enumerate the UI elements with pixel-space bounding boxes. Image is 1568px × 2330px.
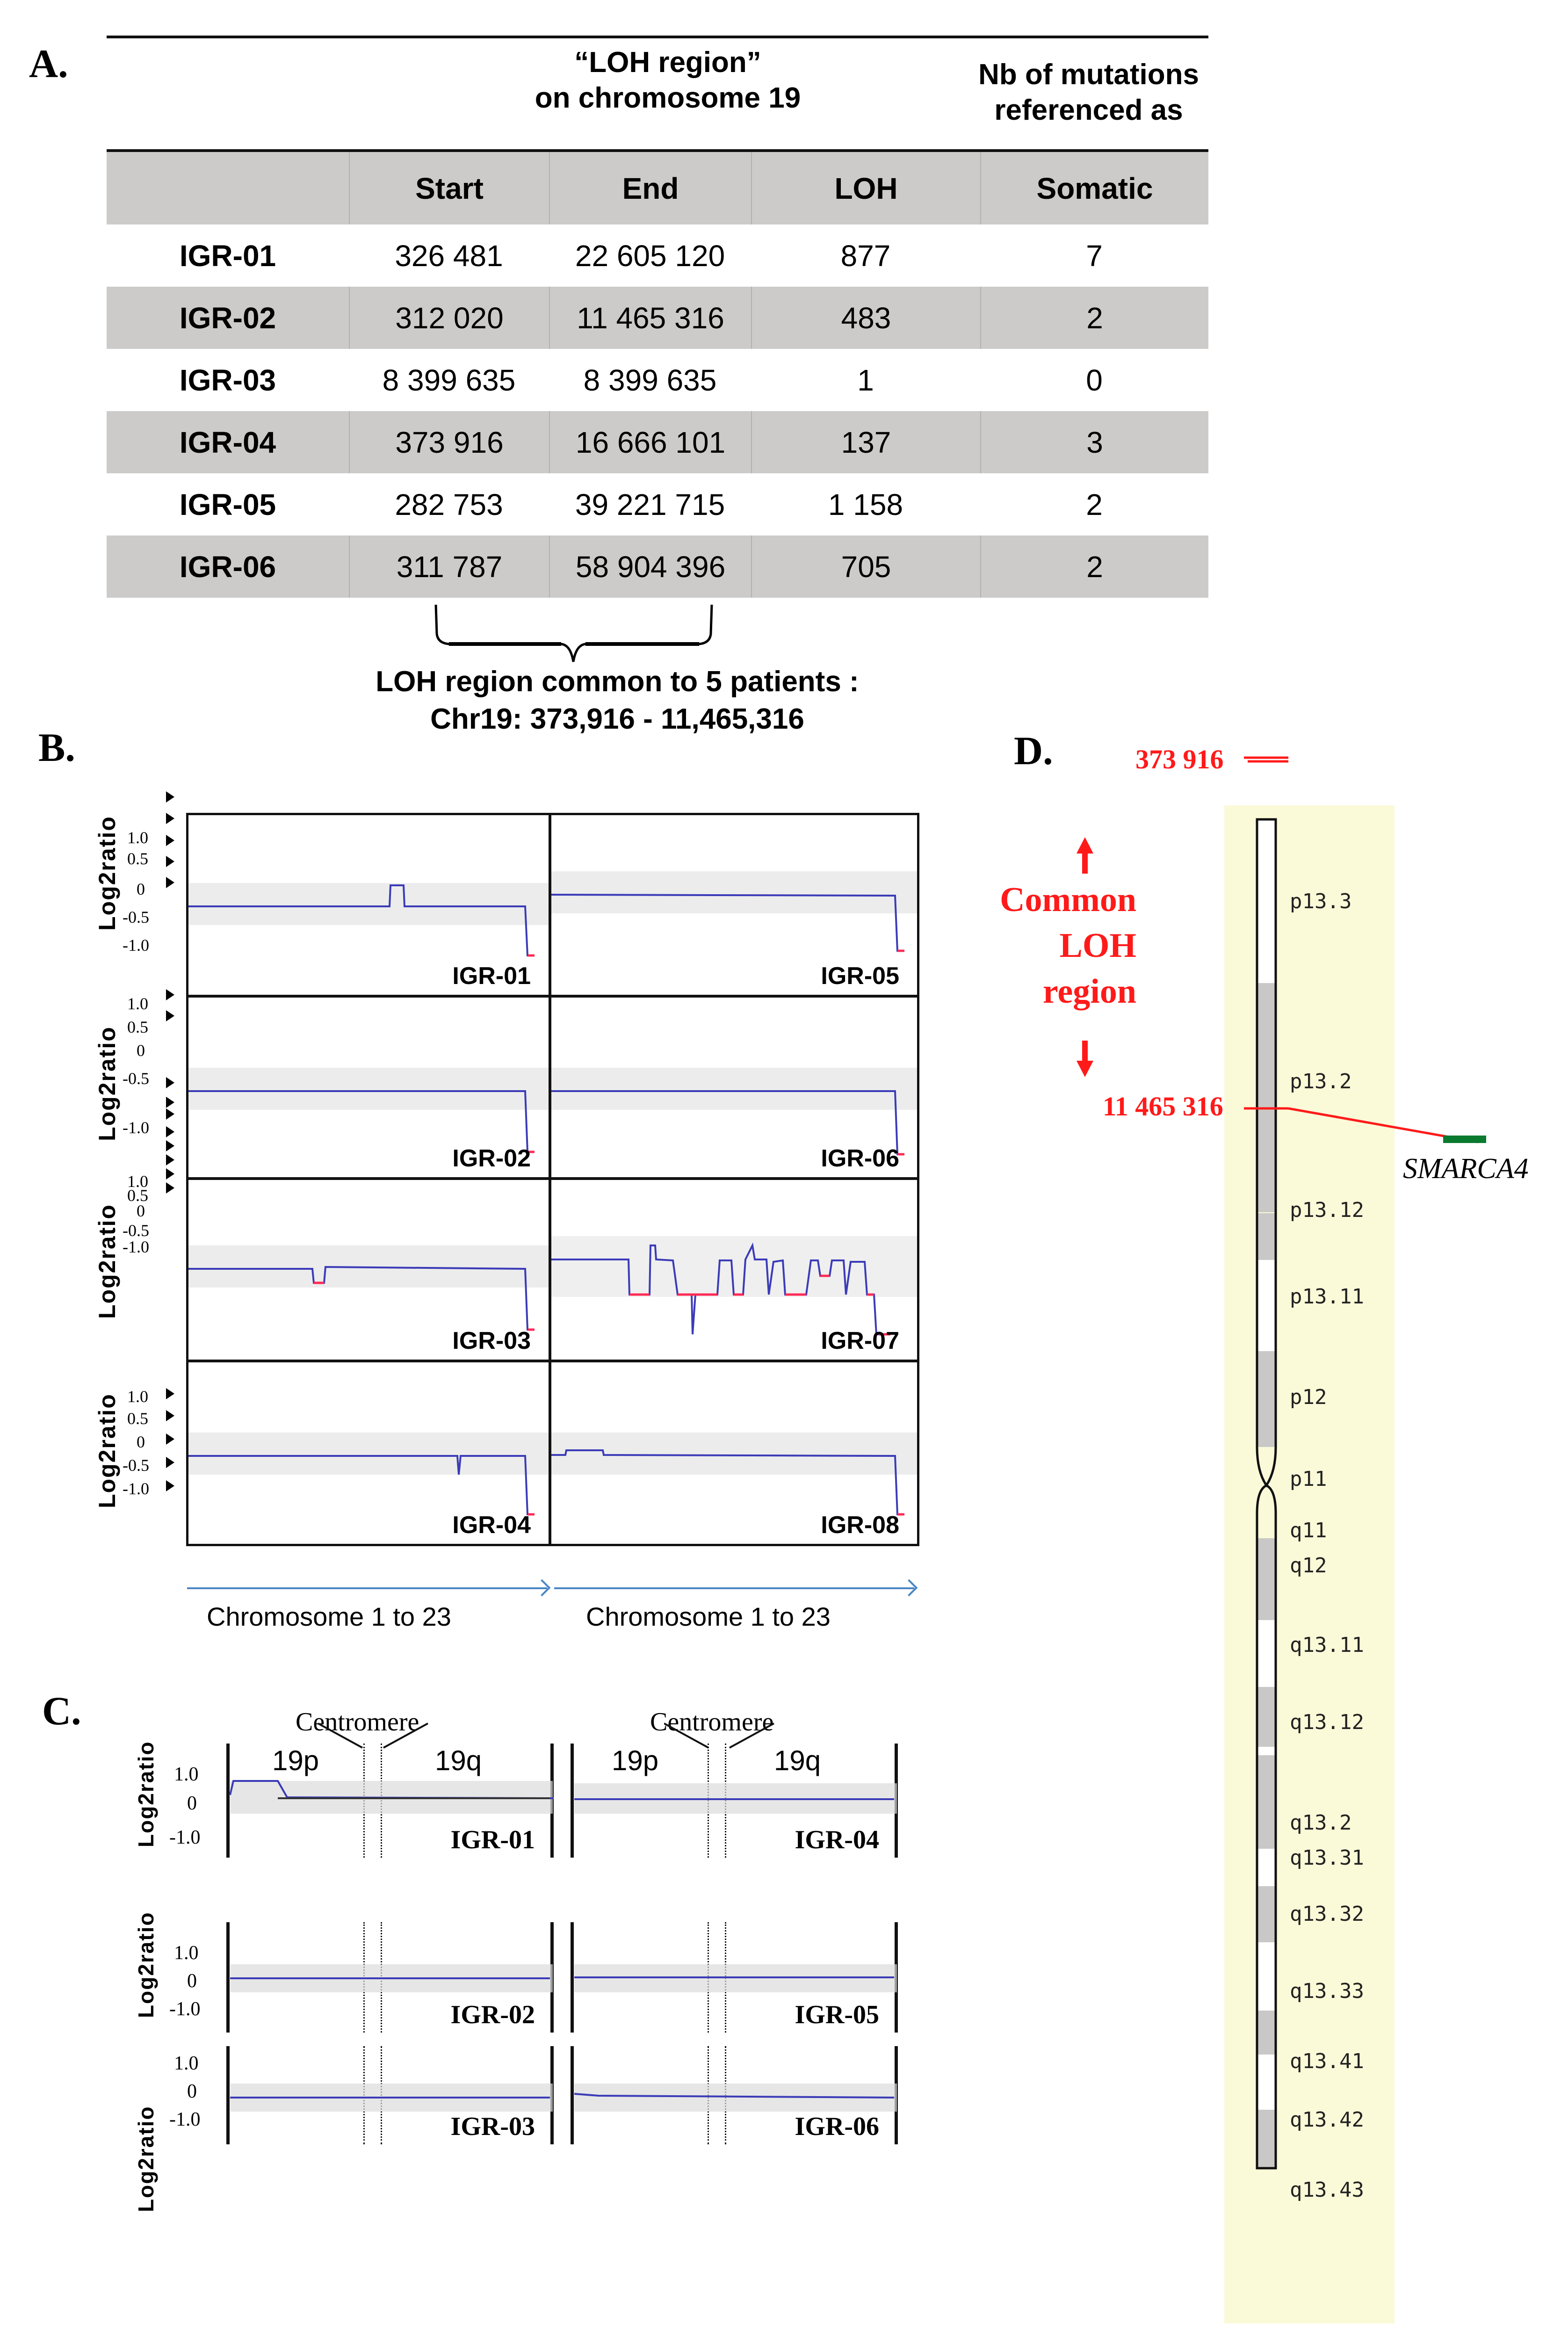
table-row bbox=[107, 473, 1208, 535]
table-row bbox=[107, 287, 1208, 349]
band-label: p13.12 bbox=[1290, 1198, 1364, 1222]
row-id: IGR-04 bbox=[179, 425, 276, 459]
sample-label: IGR-07 bbox=[821, 1327, 899, 1354]
band-label: q13.12 bbox=[1290, 1710, 1364, 1734]
band-label: q13.11 bbox=[1290, 1633, 1364, 1657]
x-axis-arrow-left bbox=[187, 1587, 547, 1589]
cell-loh: 1 158 bbox=[828, 487, 903, 521]
centromere-label: Centromere bbox=[650, 1708, 774, 1737]
tick-arrow-icon bbox=[166, 856, 174, 867]
ytick: 1.0 bbox=[127, 1172, 148, 1191]
region-line1: Common bbox=[1000, 881, 1136, 919]
tick-arrow-icon bbox=[166, 1108, 174, 1120]
row-id: IGR-01 bbox=[179, 239, 276, 273]
cell-loh: 877 bbox=[840, 239, 891, 273]
tick-arrow-icon bbox=[166, 1154, 174, 1165]
cell-start: 282 753 bbox=[395, 487, 503, 521]
gene-marker-icon bbox=[1443, 1136, 1486, 1143]
region-line2: LOH bbox=[1059, 926, 1136, 965]
ytick: -1.0 bbox=[123, 936, 149, 955]
plot-igr-03 bbox=[186, 1178, 551, 1362]
ytick: 1.0 bbox=[127, 1387, 148, 1406]
band-label: q13.2 bbox=[1290, 1811, 1352, 1835]
band-label: q12 bbox=[1290, 1554, 1327, 1577]
row-id: IGR-03 bbox=[179, 363, 276, 397]
header-mut-line1: Nb of mutations bbox=[978, 58, 1199, 91]
ytick: 1.0 bbox=[174, 1942, 199, 1964]
loh-start-marker-label: 373 916 bbox=[1135, 744, 1224, 774]
sample-label: IGR-08 bbox=[821, 1512, 899, 1539]
sample-label: IGR-01 bbox=[452, 962, 531, 990]
tick-arrow-icon bbox=[166, 1182, 174, 1194]
plot-igr-02 bbox=[186, 995, 551, 1179]
cell-end: 11 465 316 bbox=[549, 287, 751, 349]
tick-arrow-icon bbox=[166, 877, 174, 888]
tick-arrow-icon bbox=[166, 1480, 174, 1491]
region-line3: region bbox=[1042, 972, 1136, 1011]
cell-start: 8 399 635 bbox=[382, 363, 516, 397]
cell-somatic: 0 bbox=[1086, 363, 1103, 397]
arm-label-19q: 19q bbox=[774, 1745, 821, 1776]
sample-label: IGR-05 bbox=[795, 2000, 879, 2029]
ytick: 0 bbox=[137, 880, 145, 898]
y-axis-label: Log2ratio bbox=[94, 1026, 120, 1141]
ytick: 0.5 bbox=[127, 1409, 148, 1428]
sample-label: IGR-06 bbox=[821, 1145, 899, 1172]
sample-label: IGR-04 bbox=[795, 1825, 879, 1854]
panel-label-c: C. bbox=[42, 1688, 81, 1733]
ytick: 1.0 bbox=[127, 828, 148, 847]
sample-label: IGR-01 bbox=[450, 1825, 535, 1854]
cell-end: 22 605 120 bbox=[575, 239, 725, 273]
arm-label-19p: 19p bbox=[612, 1745, 659, 1776]
table-row bbox=[107, 349, 1208, 411]
cell-somatic: 2 bbox=[980, 287, 1208, 349]
tick-arrow-icon bbox=[166, 791, 174, 803]
ytick: 0.5 bbox=[127, 849, 148, 868]
ytick: 1.0 bbox=[127, 994, 148, 1013]
panel-label-d: D. bbox=[1014, 728, 1053, 773]
ytick: 0 bbox=[137, 1433, 145, 1451]
note-line1: LOH region common to 5 patients : bbox=[376, 666, 859, 698]
ytick: 1.0 bbox=[174, 2053, 199, 2074]
plot-igr-01 bbox=[186, 813, 551, 997]
row-id: IGR-06 bbox=[179, 550, 276, 584]
band-label: q13.41 bbox=[1290, 2049, 1364, 2073]
header-mut-line2: referenced as bbox=[994, 94, 1183, 126]
arrow-up-icon bbox=[1076, 837, 1094, 875]
column-header-end: End bbox=[549, 152, 751, 224]
table-top-rule bbox=[107, 36, 1208, 38]
sample-label: IGR-03 bbox=[450, 2112, 535, 2141]
tick-arrow-icon bbox=[166, 1410, 174, 1421]
tick-arrow-icon bbox=[166, 989, 174, 1000]
cell-start: 311 787 bbox=[349, 535, 549, 598]
cell-start: 312 020 bbox=[349, 287, 549, 349]
tick-arrow-icon bbox=[166, 1140, 174, 1151]
loh-end-marker-label: 11 465 316 bbox=[1103, 1091, 1223, 1122]
table-row bbox=[107, 535, 1208, 598]
y-axis-label: Log2ratio bbox=[94, 816, 120, 931]
x-axis-label-left: Chromosome 1 to 23 bbox=[207, 1602, 451, 1631]
ytick: -1.0 bbox=[169, 1998, 201, 2020]
chr19-plot-igr-06 bbox=[571, 2046, 898, 2144]
loh-start-marker-line bbox=[1244, 753, 1291, 767]
band-label: q13.43 bbox=[1290, 2178, 1364, 2202]
table-row bbox=[107, 411, 1208, 473]
ytick: -0.5 bbox=[123, 1221, 149, 1240]
cell-loh: 137 bbox=[751, 411, 980, 473]
panel-label-b: B. bbox=[38, 725, 75, 770]
table-header-row bbox=[107, 152, 1208, 224]
band-label: p12 bbox=[1290, 1385, 1327, 1409]
cell-somatic: 3 bbox=[980, 411, 1208, 473]
band-label: p13.2 bbox=[1290, 1070, 1352, 1093]
plot-igr-07 bbox=[549, 1178, 919, 1362]
plot-igr-06 bbox=[549, 995, 919, 1179]
band-label: q13.42 bbox=[1290, 2108, 1364, 2132]
curly-brace-icon bbox=[430, 601, 720, 666]
ytick: -1.0 bbox=[169, 1827, 201, 1848]
cell-loh: 483 bbox=[751, 287, 980, 349]
header-loh-line2: on chromosome 19 bbox=[535, 82, 801, 114]
row-id: IGR-02 bbox=[179, 301, 276, 335]
tick-arrow-icon bbox=[166, 1077, 174, 1088]
cell-start: 373 916 bbox=[349, 411, 549, 473]
ytick: 1.0 bbox=[174, 1764, 199, 1785]
cell-somatic: 2 bbox=[1086, 487, 1103, 521]
cell-loh: 705 bbox=[751, 535, 980, 598]
tick-arrow-icon bbox=[166, 835, 174, 846]
tick-arrow-icon bbox=[166, 1433, 174, 1445]
common-loh-note bbox=[262, 663, 973, 738]
ytick: 0.5 bbox=[127, 1186, 148, 1205]
tick-arrow-icon bbox=[166, 1097, 174, 1108]
sample-label: IGR-02 bbox=[452, 1145, 531, 1172]
column-header-somatic: Somatic bbox=[980, 152, 1208, 224]
ytick: -1.0 bbox=[123, 1237, 149, 1256]
cell-end: 16 666 101 bbox=[549, 411, 751, 473]
tick-arrow-icon bbox=[166, 1388, 174, 1399]
common-loh-region-label bbox=[959, 877, 1136, 1014]
arm-label-19q: 19q bbox=[435, 1745, 482, 1776]
x-axis-arrow-right bbox=[554, 1587, 914, 1589]
tick-arrow-icon bbox=[166, 1457, 174, 1468]
plot-igr-04 bbox=[186, 1360, 551, 1546]
header-loh-line1: “LOH region” bbox=[574, 46, 761, 79]
chr19-plot-igr-03 bbox=[226, 2046, 554, 2144]
band-label: q13.32 bbox=[1290, 1902, 1364, 1926]
arrow-down-icon bbox=[1076, 1041, 1094, 1078]
chromosome-19-idiogram bbox=[1224, 805, 1395, 2323]
band-label: p13.3 bbox=[1290, 890, 1352, 913]
column-header-sample bbox=[107, 152, 349, 224]
band-label: p11 bbox=[1290, 1467, 1327, 1491]
plot-igr-05 bbox=[549, 813, 919, 997]
y-axis-label: Log2ratio bbox=[94, 1204, 120, 1319]
header-mutations bbox=[864, 57, 1313, 128]
ytick: -1.0 bbox=[169, 2109, 201, 2130]
ytick: 0 bbox=[137, 1041, 145, 1060]
sample-label: IGR-05 bbox=[821, 962, 899, 990]
ytick: -1.0 bbox=[123, 1479, 149, 1498]
chr19-plot-igr-01 bbox=[226, 1744, 554, 1858]
header-loh-region bbox=[443, 45, 892, 116]
sample-label: IGR-02 bbox=[450, 2000, 535, 2029]
band-label: q13.33 bbox=[1290, 1979, 1364, 2003]
band-label: p13.11 bbox=[1290, 1285, 1364, 1309]
sample-label: IGR-04 bbox=[452, 1512, 531, 1539]
cell-somatic: 7 bbox=[1086, 239, 1103, 273]
arm-label-19p: 19p bbox=[272, 1745, 319, 1776]
cell-loh: 1 bbox=[857, 363, 874, 397]
tick-arrow-icon bbox=[166, 813, 174, 824]
chromosome-outline bbox=[1252, 817, 1280, 2173]
column-header-loh: LOH bbox=[751, 152, 980, 224]
tick-arrow-icon bbox=[166, 1168, 174, 1179]
y-axis-label: Log2ratio bbox=[134, 1741, 158, 1847]
sample-label: IGR-03 bbox=[452, 1327, 531, 1354]
cell-end: 8 399 635 bbox=[583, 363, 717, 397]
ytick: -0.5 bbox=[123, 908, 149, 926]
note-line2: Chr19: 373,916 - 11,465,316 bbox=[430, 703, 804, 735]
plot-igr-08 bbox=[549, 1360, 919, 1546]
chr19-plot-igr-04 bbox=[571, 1744, 898, 1858]
gene-label: SMARCA4 bbox=[1403, 1153, 1529, 1185]
column-header-start: Start bbox=[349, 152, 549, 224]
table-row bbox=[107, 224, 1208, 287]
tick-arrow-icon bbox=[166, 1126, 174, 1137]
cell-start: 326 481 bbox=[395, 239, 503, 273]
x-axis-label-right: Chromosome 1 to 23 bbox=[586, 1602, 831, 1631]
y-axis-label: Log2ratio bbox=[94, 1393, 120, 1508]
tick-arrow-icon bbox=[166, 1010, 174, 1021]
ytick: 0.5 bbox=[127, 1018, 148, 1036]
panel-label-a: A. bbox=[29, 41, 68, 86]
cell-end: 58 904 396 bbox=[549, 535, 751, 598]
band-label: q13.31 bbox=[1290, 1846, 1364, 1870]
ytick: -0.5 bbox=[123, 1069, 149, 1088]
ytick: -0.5 bbox=[123, 1456, 149, 1475]
ytick: 0 bbox=[137, 1201, 145, 1220]
row-id: IGR-05 bbox=[179, 487, 276, 521]
centromere-label: Centromere bbox=[296, 1708, 419, 1737]
y-axis-label: Log2ratio bbox=[134, 2106, 158, 2212]
chr19-plot-igr-05 bbox=[571, 1922, 898, 2033]
ytick: 0 bbox=[187, 1793, 197, 1814]
sample-label: IGR-06 bbox=[795, 2112, 879, 2141]
y-axis-label: Log2ratio bbox=[134, 1911, 158, 2018]
band-label: q11 bbox=[1290, 1519, 1327, 1542]
cell-somatic: 2 bbox=[980, 535, 1208, 598]
ytick: 0 bbox=[187, 1970, 197, 1992]
ytick: 0 bbox=[187, 2081, 197, 2102]
chr19-plot-igr-02 bbox=[226, 1922, 554, 2033]
ytick: -1.0 bbox=[123, 1118, 149, 1137]
cell-end: 39 221 715 bbox=[575, 487, 725, 521]
